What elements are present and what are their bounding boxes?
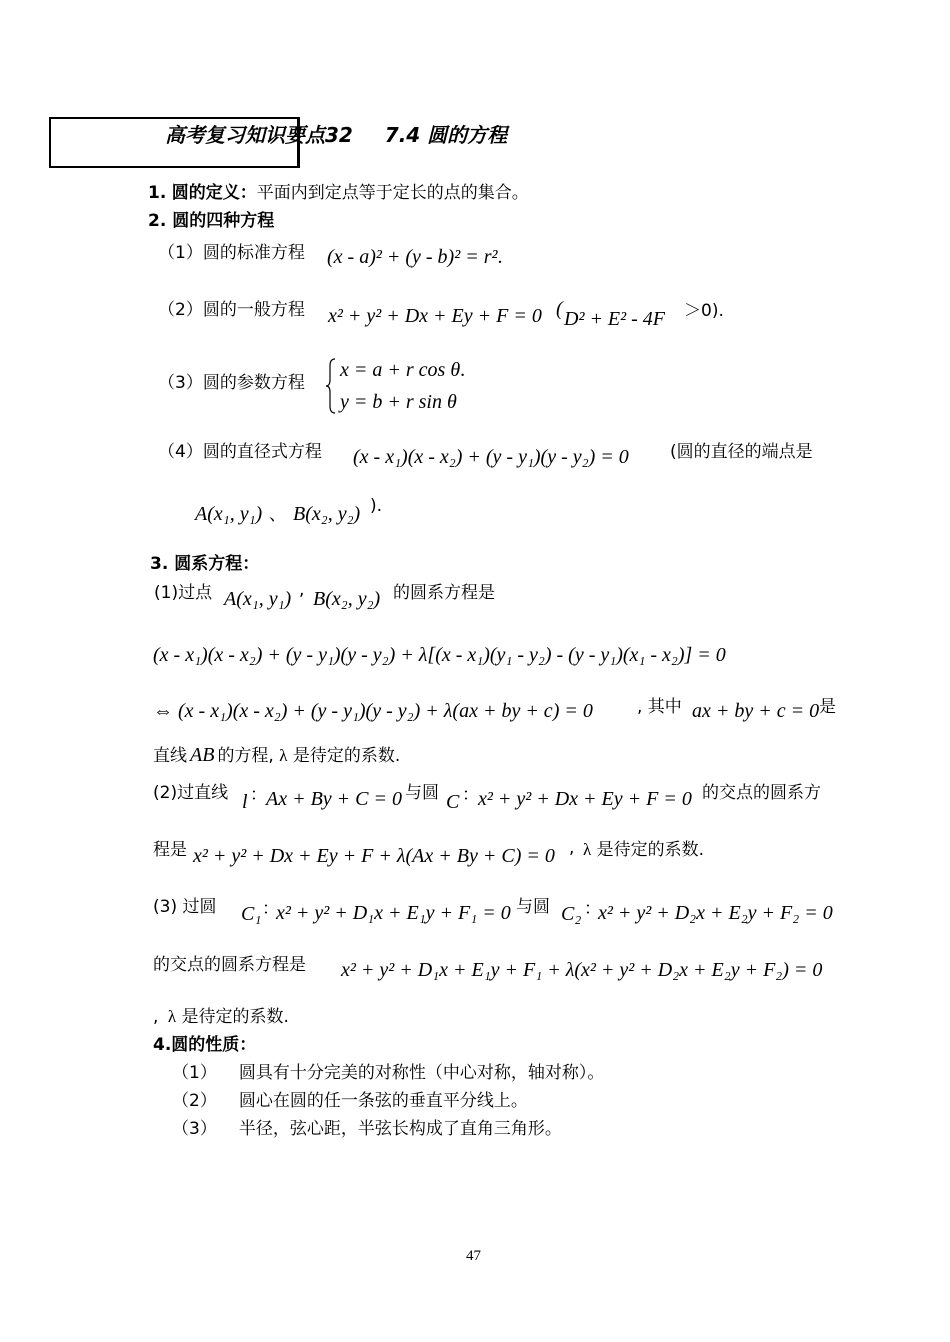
parametric-line-1: x = a + r cos θ. (340, 359, 466, 381)
endpoint-b: B(x₂, y₂) (293, 503, 361, 525)
s3-p2-note: λ 是待定的系数. (583, 840, 705, 860)
circle-c2-equation: x² + y² + D₂x + E₂y + F₂ = 0 (598, 902, 833, 924)
s2-item1-label: （1）圆的标准方程 (158, 243, 305, 263)
s3-p2-suffix: 的交点的圆系方 (702, 783, 821, 803)
title-right: 7.4 圆的方程 (384, 123, 508, 147)
circle-circle-system-equation: x² + y² + D₁x + E₁y + F₁ + λ(x² + y² + D₂x + E₂y + F₂) = 0 (341, 959, 823, 981)
list-item: （3） 半径，弦心距，半弦长构成了直角三角形。 (172, 1119, 562, 1139)
list-item: （2） 圆心在圆的任一条弦的垂直平分线上。 (172, 1091, 528, 1111)
s3-p1-prefix: (1)过点 (154, 583, 213, 603)
s3-p3-note: , λ 是待定的系数. (153, 1007, 289, 1027)
endpoint-separator: 、 (269, 505, 286, 525)
diameter-note: (圆的直径的端点是 (670, 442, 813, 462)
s3-where: , 其中 (637, 697, 682, 717)
line-l-equation: Ax + By + C = 0 (266, 788, 403, 810)
circle-c1-equation: x² + y² + D₁x + E₁y + F₁ = 0 (276, 902, 511, 924)
s2-item3-label: （3）圆的参数方程 (158, 373, 305, 393)
title-left: 高考复习知识要点32 (165, 123, 353, 147)
circle-system-equation-1: (x - x₁)(x - x₂) + (y - y₁)(y - y₂) + λ[(x - x₁)(y₁ - y₂) - (y - y₁)(x₁ - x₂)] = 0 (153, 644, 726, 666)
s2-item2-label: （2）圆的一般方程 (158, 300, 305, 320)
circle-c-equation: x² + y² + Dx + Ey + F = 0 (478, 788, 692, 810)
s3-circle-c2: C₂ (561, 903, 582, 925)
page-number: 47 (466, 1248, 481, 1264)
section-2-heading: 2. 圆的四种方程 (148, 211, 275, 231)
s3-line-l: l (242, 791, 248, 813)
s3-circle-c: C (446, 791, 460, 813)
s3-p3-prefix: (3) 过圆 (153, 897, 217, 917)
general-equation: x² + y² + Dx + Ey + F = 0 (328, 305, 542, 327)
page-title (165, 119, 507, 148)
section-1-heading: 圆的定义： (171, 183, 257, 203)
list-item: （1） 圆具有十分完美的对称性（中心对称，轴对称）。 (172, 1063, 605, 1083)
s3-colon: ： (250, 785, 267, 805)
s2-item4-label: （4）圆的直径式方程 (158, 442, 322, 462)
section-1-num: 1. (148, 183, 167, 203)
line-equation: ax + by + c = 0 (692, 700, 820, 722)
s3-colon-2: ： (462, 785, 479, 805)
s3-p2-comma: , (569, 838, 575, 858)
section-1-text: 平面内到定点等于定长的点的集合。 (256, 183, 529, 203)
s3-p1-suffix: 的圆系方程是 (393, 583, 495, 603)
endpoint-a: A(x₁, y₁) (195, 503, 263, 525)
parametric-line-2: y = b + r sin θ (340, 391, 457, 413)
circle-system-equation-2: ⇔ (x - x₁)(x - x₂) + (y - y₁)(y - y₂) + λ(ax + by + c) = 0 (153, 700, 593, 722)
standard-equation: (x - a)² + (y - b)² = r². (327, 246, 503, 268)
s3-p2-prefix: (2)过直线 (153, 783, 229, 803)
s3-p3-colon: ： (262, 899, 279, 919)
line-circle-system-equation: x² + y² + Dx + Ey + F + λ(Ax + By + C) = 0 (193, 845, 555, 867)
general-equation-condition: D² + E² - 4F (564, 308, 666, 330)
s3-p3-with: 与圆 (516, 897, 550, 917)
s3-p3-colon-2: ： (584, 899, 601, 919)
s3-p2-l2a: 程是 (153, 840, 187, 860)
general-equation-open: ( (556, 298, 563, 320)
s3-p3-l2a: 的交点的圆系方程是 (153, 955, 306, 975)
s3-point-a: A(x₁, y₁) (224, 588, 292, 610)
s3-comma: , (299, 580, 305, 600)
section-3-heading: 3. 圆系方程： (150, 554, 260, 574)
general-equation-close: ＞0). (684, 301, 724, 321)
s3-is: 是 (819, 697, 836, 717)
diameter-note-end: ). (370, 496, 383, 516)
left-brace-icon (326, 358, 336, 414)
section-1 (148, 178, 529, 203)
s3-point-b: B(x₂, y₂) (313, 588, 381, 610)
section-4-heading: 4.圆的性质： (153, 1035, 257, 1055)
s3-with: 与圆 (405, 783, 439, 803)
s3-circle-c1: C₁ (241, 903, 262, 925)
s3-line-ab: 直线 AB 的方程, λ 是待定的系数. (153, 744, 401, 766)
diameter-equation: (x - x₁)(x - x₂) + (y - y₁)(y - y₂) = 0 (353, 446, 629, 468)
